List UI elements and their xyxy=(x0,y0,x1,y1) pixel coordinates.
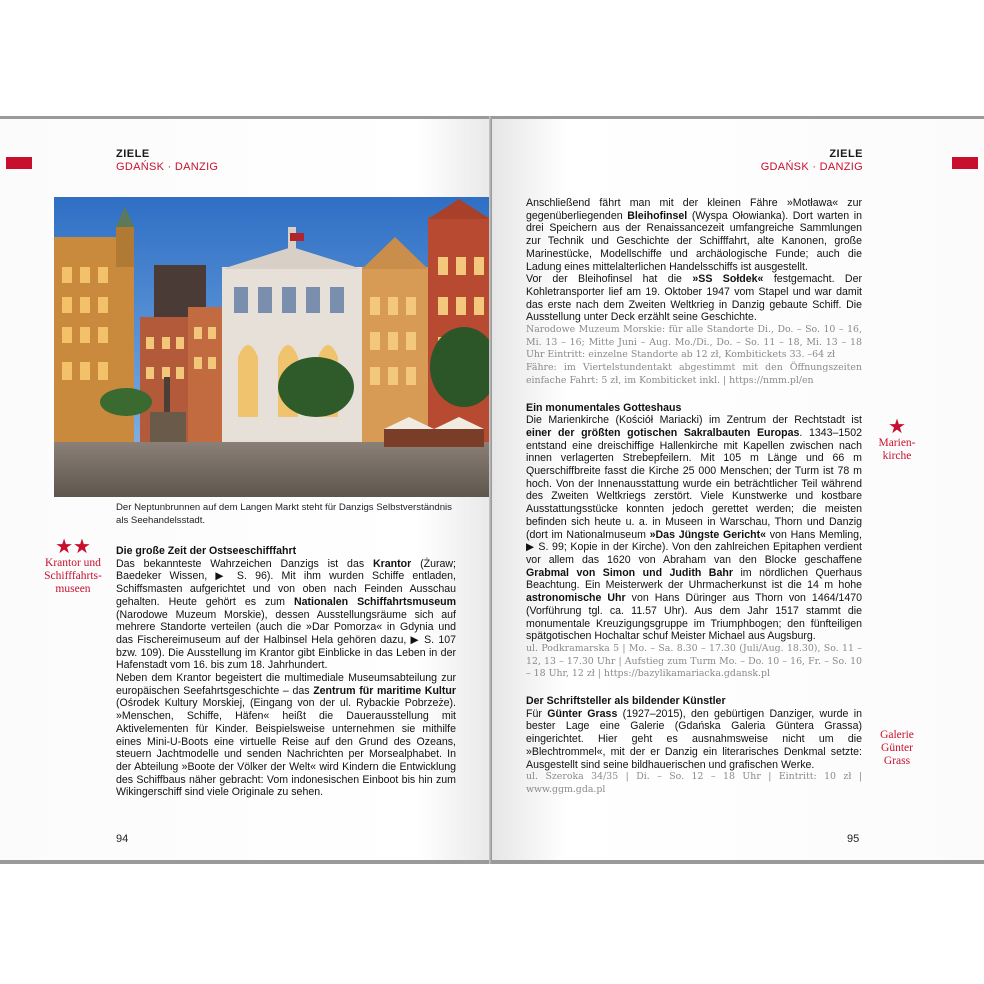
star-rating-icon: ★★ xyxy=(55,536,91,558)
right-body-text xyxy=(526,197,862,797)
paragraph: Neben dem Krantor begeistert die multimediale Museumsabteilung zur europäischen Seefahrtsgeschichte – das Zentrum für maritime Kultur (Ośrodek Kultury Morskiej, (Eingang von der ul. Rybackie Pobrzeże). »Menschen, Schiffe, Häfen« heißt die Dauerausstellung mit Aktivelementen für Kinder. Beispielsweise unternehmen sie mithilfe eines Mini-U-Boots eine virtuelle Reise auf den Grund des Ozeans, steuern Jachtmodelle und senden Nachrichten per Morsealphabet. In der Abteilung »Boote der Völker der Welt« wird Kindern die Entwicklung des Schiffbaus näher gebracht: Vom indonesischen Einboot bis hin zum Wikingerschiff sind viele Originale zu sehen. xyxy=(116,672,456,799)
section-heading: Die große Zeit der Ostseeschifffahrt xyxy=(116,545,297,557)
info-box: ul. Podkramarska 5 | Mo. – Sa. 8.30 – 17.30 (Juli/Aug. 18.30), So. 11 – 12, 13 – 17.30 Uhr | Aufstieg zum Turm Mo. – Do. 10 – 16, Fr. – So. 10 – 18 Uhr, 12 zł | https://bazylikamariacka.gdansk.pl xyxy=(526,642,862,680)
margin-note-krantor xyxy=(40,537,106,596)
margin-label: Galerie Günter Grass xyxy=(880,729,914,767)
header-section: GDAŃSK · DANZIG xyxy=(760,161,863,173)
margin-label: Krantor und Schifffahrts-museen xyxy=(44,557,102,595)
running-header-right xyxy=(761,148,863,174)
page-number-right: 95 xyxy=(847,833,860,845)
section-heading: Der Schriftsteller als bildender Künstler xyxy=(526,695,726,708)
paragraph: Für Günter Grass (1927–2015), den gebürtigen Danziger, wurde in bester Lage eine Galerie (Gdańska Galeria Güntera Grassa) eingerichtet. Hier geht es ausnahmsweise nicht um die »Blechtrommel«, mit der er Danzig ein literarisches Denkmal setzte: Ausgestellt sind seine bildhauerischen und grafischen Werke. xyxy=(526,707,862,771)
photo-caption: Der Neptunbrunnen auf dem Langen Markt steht für Danzigs Selbstverständnis als Seehandelsstadt. xyxy=(116,502,452,526)
left-page xyxy=(0,116,492,864)
header-section: GDAŃSK · DANZIG xyxy=(116,161,219,173)
spacer xyxy=(526,681,862,695)
header-kicker: ZIELE xyxy=(829,148,863,160)
info-box: Narodowe Muzeum Morskie: für alle Standorte Di., Do. – So. 10 – 16, Mi. 13 – 16; Mitte Juni – Aug. Mo./Di., Do. – So. 11 – 18, Mi. 13 – 18 Uhr Eintritt: einzelne Standorte ab 12 zł, Kombitickets 33. –64 zł xyxy=(526,324,862,361)
margin-note-marienkirche xyxy=(872,417,922,463)
paragraph: Das bekannteste Wahrzeichen Danzigs ist das Krantor (Żuraw; Baedeker Wissen, ▶ S. 96). Mit ihm wurden Schiffe entladen, Schiffsmasten aufgerichtet und von oben nach Feinden Ausschau gehalten. Heute gehört es zum Nationalen Schiffahrtsmuseum (Narodowe Muzeum Morskie), dessen Ausstellungsräume sich auf mehrere Standorte verteilen (auch die »Dar Pomorza« in Gdynia und das Fischereimuseum auf der Halbinsel Hela gehören dazu, ▶ S. 107 bzw. 109). Die Ausstellung im Krantor gibt Einblicke in das Leben in der Hafenstadt vom 16. bis zum 18. Jahrhundert. xyxy=(116,557,456,672)
running-header-left xyxy=(116,148,218,174)
info-box: Fähre: im Viertelstundentakt abgestimmt mit den Öffnungszeiten einfache Fahrt: 5 zł, im Kombiticket inkl. | https://nmm.pl/en xyxy=(526,362,862,386)
paragraph: Anschließend fährt man mit der kleinen Fähre »Motława« zur gegenüberliegenden Bleihofinsel (Wyspa Ołowianka). Dort warten in drei Speichern aus der Renaissancezeit umfangreiche Sammlungen zur Technik und Geschichte der Schifffahrt, alte Kanonen, große Marinestücke, Modellschiffe und archäologische Funde; auch die Ladung eines mittelalterlichen Handelsschiffs ist ausgestellt. xyxy=(526,197,862,273)
star-rating-icon: ★ xyxy=(888,416,906,438)
header-kicker: ZIELE xyxy=(116,148,150,160)
paragraph: Vor der Bleihofinsel hat die »SS Sołdek« festgemacht. Der Kohletransporter lief am 19. Oktober 1947 vom Stapel und war damit das erste nach dem Zweiten Weltkrieg in Danzig gebaute Schiff. Die Ausstellung unter Deck erzählt seine Geschichte. xyxy=(526,273,862,324)
spacer xyxy=(526,388,862,402)
paragraph: Die Marienkirche (Kościół Mariacki) im Zentrum der Rechtstadt ist einer der größten gotischen Sakralbauten Europas. 1343–1502 entstand eine dreischiffige Hallenkirche mit Kapellen zwischen nach innen verlagerten Strebepfeilern. Mit 105 m Länge und 66 m Querschiffbreite fasst die Kirche 25 000 Menschen; der Turm ist 78 m hoch. Von der Innenausstattung wurde ein beträchtlicher Teil während des Zweiten Weltkriegs zerstört. Viele Kunstwerke und kostbare Ausstattungsstücke konnten jedoch gerettet werden; die meisten befinden sich heute u. a. in Museen in Warschau, Thorn und Danzig (dort im Nationalmuseum »Das Jüngste Gericht« von Hans Memling, ▶ S. 99; Kopie in der Kirche). Von den zahlreichen Epitaphen verdient vor allem das 1620 von Abraham van den Blocke geschaffene Grabmal von Simon und Judith Bahr im nördlichen Querhaus Beachtung. Ein Meisterwerk der Uhrmacherkunst ist die 14 m hohe astronomische Uhr von Hans Düringer aus Thorn von 1464/1470 (Vorführung tgl. ca. 11.57 Uhr). Aus dem Jahr 1517 stammt die monumentale Kreuzigungsgruppe im Triumphbogen; den fünfteiligen spätgotischen Hochaltar schuf Meister Michael aus Augsburg. xyxy=(526,414,863,643)
left-body-text xyxy=(116,545,456,799)
margin-label: Marien-kirche xyxy=(878,437,916,462)
open-book xyxy=(0,116,984,868)
chapter-tab-right xyxy=(952,157,978,169)
chapter-tab-left xyxy=(6,157,32,169)
photo-neptune-fountain xyxy=(54,197,490,497)
section-heading: Ein monumentales Gotteshaus xyxy=(526,401,682,414)
page-number-left: 94 xyxy=(116,833,129,845)
right-page xyxy=(492,116,984,864)
city-photo-illustration xyxy=(54,197,490,497)
info-box: ul. Szeroka 34/35 | Di. – So. 12 – 18 Uhr | Eintritt: 10 zł | www.ggm.gda.pl xyxy=(526,771,862,795)
margin-note-grass xyxy=(870,729,924,768)
